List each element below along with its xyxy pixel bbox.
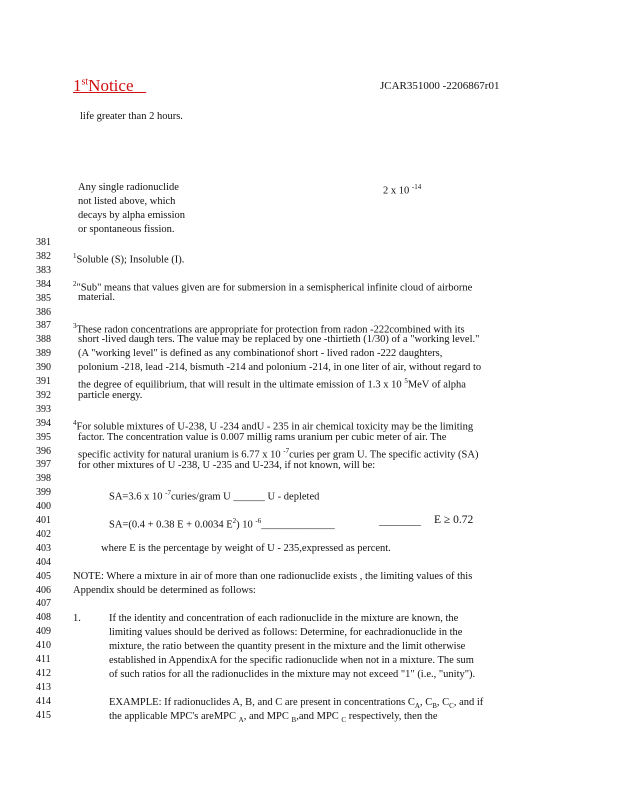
text-line: decays by alpha emission [78, 210, 186, 221]
line-number: 409 [36, 626, 51, 637]
line-number: 408 [36, 612, 51, 623]
line-number: 385 [36, 293, 51, 304]
line-number: 412 [36, 668, 51, 679]
footnote-3: $^3$These radon concentrations are appropriate for protection from radon -222combined with its [73, 322, 465, 336]
line-number: 414 [36, 696, 51, 707]
text-line: for other mixtures of U -238, U -235 and U-234, if not known, will be: [78, 460, 376, 471]
line-number: 390 [36, 362, 51, 373]
text-line: material. [78, 292, 116, 303]
line-number: 381 [36, 237, 51, 248]
text-line: life greater than 2 hours. [80, 111, 183, 122]
line-number: 386 [36, 307, 51, 318]
line-number: 406 [36, 585, 51, 596]
line-number: 397 [36, 459, 51, 470]
text-line: of such ratios for all the radionuclides in the mixture may not exceed "1" (i.e., "unity"). [109, 669, 476, 680]
line-number: 399 [36, 487, 51, 498]
text-line: short -lived daugh ters. The value may be replaced by one -thirtieth (1/30) of a "working level." [78, 334, 480, 345]
footnote-1: $^1$Soluble (S); Insoluble (I). [73, 252, 185, 266]
line-number: 384 [36, 279, 51, 290]
text-line: factor. The concentration value is 0.007 millig rams uranium per cubic meter of air. The [78, 432, 447, 443]
text-line: established in AppendixA for the specific radionuclide when not in a mixture. The sum [109, 655, 474, 666]
line-number: 401 [36, 515, 51, 526]
line-number: 400 [36, 501, 51, 512]
footnote-2: $^2$"Sub" means that values given are for submersion in a semispherical infinite cloud of airborne [73, 280, 473, 294]
line-number: 402 [36, 529, 51, 540]
text-line: limiting values should be derived as follows: Determine, for eachradionuclide in the [109, 627, 463, 638]
line-number: 395 [36, 432, 51, 443]
text-line: mixture, the ratio between the quantity present in the mixture and the limit otherwise [109, 641, 466, 652]
text-line: or spontaneous fission. [78, 224, 175, 235]
line-number: 387 [36, 320, 51, 331]
formula-condition: E ≥ 0.72 [434, 514, 474, 526]
line-number: 382 [36, 251, 51, 262]
text-line: specific activity for natural uranium is 6.77 x 10 $^{-7}$curies per gram U. The specific activity (SA) [78, 447, 479, 461]
note-line: Appendix should be determined as follows: [73, 585, 256, 596]
line-number: 393 [36, 404, 51, 415]
example-line: EXAMPLE: If radionuclides A, B, and C are present in concentrations $C_A$, $C_B$, $C_C$, and if [109, 697, 484, 711]
text-line: If the identity and concentration of each radionuclide in the mixture are known, the [109, 613, 459, 624]
line-number: 389 [36, 348, 51, 359]
line-number: 410 [36, 640, 51, 651]
line-number: 405 [36, 571, 51, 582]
note-line: NOTE: Where a mixture in air of more than one radionuclide exists , the limiting values of this [73, 571, 473, 582]
line-number: 392 [36, 390, 51, 401]
line-number: 391 [36, 376, 51, 387]
example-line: the applicable MPC's areMPC $_A$, and MPC $_B$,and MPC $_C$ respectively, then the [109, 711, 438, 725]
document-id: JCAR351000 -2206867r01 [380, 80, 500, 92]
limit-value: 2 x 10 $^{-14}$ [383, 183, 422, 197]
text-line: polonium -218, lead -214, bismuth -214 and polonium -214, in one liter of air, without regard to [78, 362, 482, 373]
line-number: 407 [36, 598, 51, 609]
text-line: the degree of equilibrium, that will result in the ultimate emission of 1.3 x 10 $^5$MeV of alpha [78, 377, 466, 391]
line-number: 413 [36, 682, 51, 693]
text-line: (A "working level" is defined as any combinationof short - lived radon -222 daughters, [78, 348, 443, 359]
text-line: not listed above, which [78, 196, 176, 207]
line-number: 411 [36, 654, 51, 665]
formula-blank: ________ [379, 516, 421, 527]
line-number: 396 [36, 446, 51, 457]
line-number: 404 [36, 557, 51, 568]
line-number: 403 [36, 543, 51, 554]
text-line: Any single radionuclide [78, 182, 179, 193]
line-number: 388 [36, 334, 51, 345]
text-line: where E is the percentage by weight of U - 235,expressed as percent. [101, 543, 391, 554]
line-number: 398 [36, 473, 51, 484]
line-number: 394 [36, 418, 51, 429]
line-number: 383 [36, 265, 51, 276]
footnote-4: $^4$For soluble mixtures of U-238, U -234 andU - 235 in air chemical toxicity may be the limiting [73, 419, 474, 433]
list-number: 1. [73, 613, 81, 624]
text-line: particle energy. [78, 390, 143, 401]
line-number: 415 [36, 710, 51, 721]
formula-depleted: SA=3.6 x 10 $^{-7}$curies/gram U ______ U - depleted [109, 489, 320, 503]
formula-enriched: SA=(0.4 + 0.38 E + 0.0034 $E^2$) 10 $^{-6}$______________ [109, 517, 335, 531]
first-notice-title: 1stNotice [73, 76, 134, 95]
